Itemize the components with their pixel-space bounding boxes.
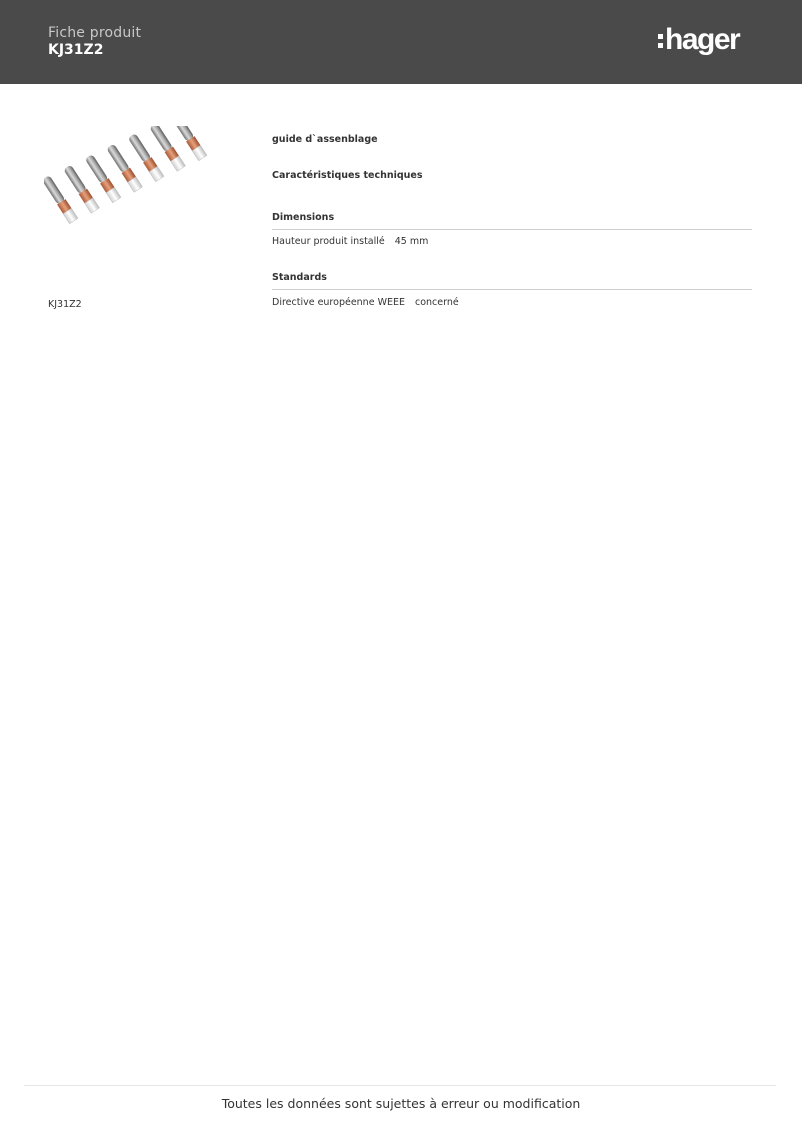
spec-row-installed-height (272, 236, 428, 247)
technical-characteristics-heading: Caractéristiques techniques (272, 170, 423, 181)
product-reference-label: KJ31Z2 (48, 299, 82, 310)
header-band (0, 0, 802, 84)
section-standards-title: Standards (272, 272, 752, 290)
product-reference-title: KJ31Z2 (48, 42, 104, 58)
spec-row-weee-directive (272, 297, 459, 308)
hager-logo (656, 22, 754, 60)
spec-value: 45 mm (394, 236, 429, 247)
footer-disclaimer: Toutes les données sont sujettes à erreur ou modification (221, 1096, 581, 1111)
section-dimensions-title: Dimensions (272, 212, 752, 230)
assembly-guide-link[interactable]: guide d`assenblage (272, 134, 378, 145)
spec-value: concerné (414, 297, 459, 308)
footer-divider (24, 1085, 776, 1086)
spec-label: Directive européenne WEEE (272, 297, 405, 308)
hager-logo-text: hager (665, 23, 740, 56)
busbar-connector-pins-image (44, 126, 220, 234)
spec-label: Hauteur produit installé (272, 236, 385, 247)
document-type: Fiche produit (48, 25, 142, 41)
product-image (44, 126, 220, 234)
